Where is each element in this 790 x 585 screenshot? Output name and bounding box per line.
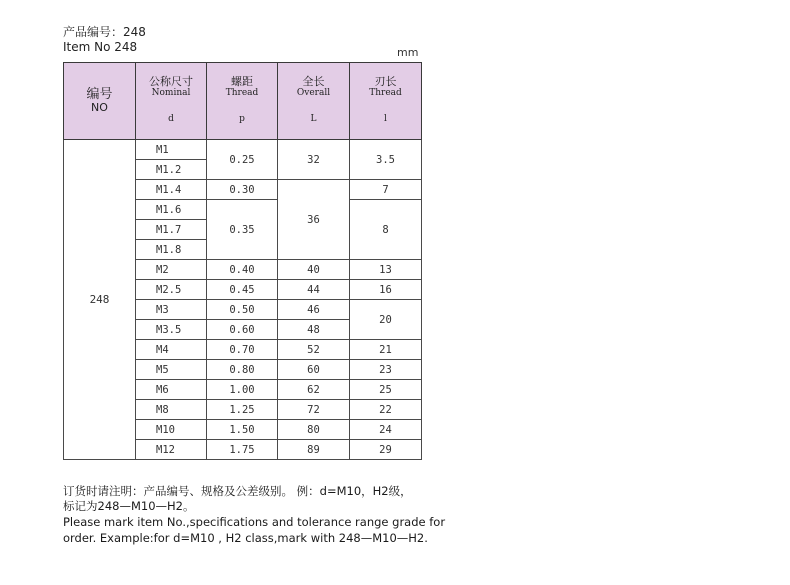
pitch-cell: 1.00 <box>207 380 278 400</box>
column-header-symbol: L <box>310 114 317 124</box>
column-header-overall <box>278 63 350 140</box>
overall-length-cell: 40 <box>278 260 350 280</box>
thread-length-cell: 29 <box>350 440 422 460</box>
pitch-cell: 1.25 <box>207 400 278 420</box>
thread-length-cell: 8 <box>350 200 422 260</box>
thread-length-cell: 16 <box>350 280 422 300</box>
column-header-cn: 全长 <box>302 75 325 88</box>
pitch-cell: 0.40 <box>207 260 278 280</box>
specification-table <box>63 62 422 460</box>
item-number-cell: 248 <box>64 140 136 460</box>
order-note-en-line1: Please mark item No.,specifications and tolerance range grade for <box>63 515 446 529</box>
column-header-symbol: d <box>168 114 174 124</box>
overall-length-cell: 44 <box>278 280 350 300</box>
overall-length-cell: 48 <box>278 320 350 340</box>
thread-length-cell: 24 <box>350 420 422 440</box>
unit-label: mm <box>397 46 419 59</box>
table-header-row <box>64 63 422 140</box>
thread-length-cell: 13 <box>350 260 422 280</box>
item-number-label: Item No 248 <box>63 40 138 54</box>
nominal-size-cell: M4 <box>136 340 207 360</box>
thread-length-cell: 7 <box>350 180 422 200</box>
nominal-size-cell: M1 <box>136 140 207 160</box>
nominal-size-cell: M1.2 <box>136 160 207 180</box>
column-header-en: NO <box>91 101 108 114</box>
column-header-symbol: l <box>384 114 387 124</box>
order-note-cn-line1: 订货时请注明：产品编号、规格及公差级别。 例：d=M10，H2级， <box>63 484 412 498</box>
column-header-thread-length <box>350 63 422 140</box>
pitch-cell: 0.25 <box>207 140 278 180</box>
pitch-cell: 0.70 <box>207 340 278 360</box>
nominal-size-cell: M6 <box>136 380 207 400</box>
column-header-cn: 编号 <box>86 87 113 102</box>
column-header-cn: 刃长 <box>374 75 397 88</box>
pitch-cell: 0.30 <box>207 180 278 200</box>
overall-length-cell: 72 <box>278 400 350 420</box>
pitch-cell: 1.75 <box>207 440 278 460</box>
nominal-size-cell: M3 <box>136 300 207 320</box>
column-header-en: Thread <box>369 88 402 98</box>
nominal-size-cell: M1.8 <box>136 240 207 260</box>
nominal-size-cell: M1.6 <box>136 200 207 220</box>
order-note-en-line2: order. Example:for d=M10 , H2 class,mark with 248—M10—H2. <box>63 531 428 545</box>
overall-length-cell: 60 <box>278 360 350 380</box>
column-header-en: Nominal <box>151 88 191 98</box>
nominal-size-cell: M1.7 <box>136 220 207 240</box>
column-header-cn: 公称尺寸 <box>149 75 193 88</box>
nominal-size-cell: M12 <box>136 440 207 460</box>
thread-length-cell: 20 <box>350 300 422 340</box>
pitch-cell: 0.35 <box>207 200 278 260</box>
column-header-no <box>64 63 136 140</box>
overall-length-cell: 32 <box>278 140 350 180</box>
overall-length-cell: 36 <box>278 180 350 260</box>
nominal-size-cell: M3.5 <box>136 320 207 340</box>
thread-length-cell: 23 <box>350 360 422 380</box>
column-header-en: Overall <box>296 88 331 98</box>
nominal-size-cell: M8 <box>136 400 207 420</box>
overall-length-cell: 46 <box>278 300 350 320</box>
overall-length-cell: 80 <box>278 420 350 440</box>
overall-length-cell: 62 <box>278 380 350 400</box>
nominal-size-cell: M2 <box>136 260 207 280</box>
column-header-nominal <box>136 63 207 140</box>
thread-length-cell: 3.5 <box>350 140 422 180</box>
column-header-pitch <box>207 63 278 140</box>
nominal-size-cell: M5 <box>136 360 207 380</box>
pitch-cell: 1.50 <box>207 420 278 440</box>
pitch-cell: 0.50 <box>207 300 278 320</box>
table-row <box>64 140 422 160</box>
nominal-size-cell: M10 <box>136 420 207 440</box>
nominal-size-cell: M1.4 <box>136 180 207 200</box>
thread-length-cell: 22 <box>350 400 422 420</box>
column-header-cn: 螺距 <box>231 75 253 88</box>
overall-length-cell: 89 <box>278 440 350 460</box>
thread-length-cell: 25 <box>350 380 422 400</box>
column-header-symbol: p <box>239 114 245 124</box>
overall-length-cell: 52 <box>278 340 350 360</box>
product-number-label: 产品编号：248 <box>63 25 146 39</box>
pitch-cell: 0.45 <box>207 280 278 300</box>
nominal-size-cell: M2.5 <box>136 280 207 300</box>
pitch-cell: 0.60 <box>207 320 278 340</box>
pitch-cell: 0.80 <box>207 360 278 380</box>
column-header-en: Thread <box>225 88 259 98</box>
thread-length-cell: 21 <box>350 340 422 360</box>
order-note-cn-line2: 标记为248—M10—H2。 <box>63 499 195 513</box>
